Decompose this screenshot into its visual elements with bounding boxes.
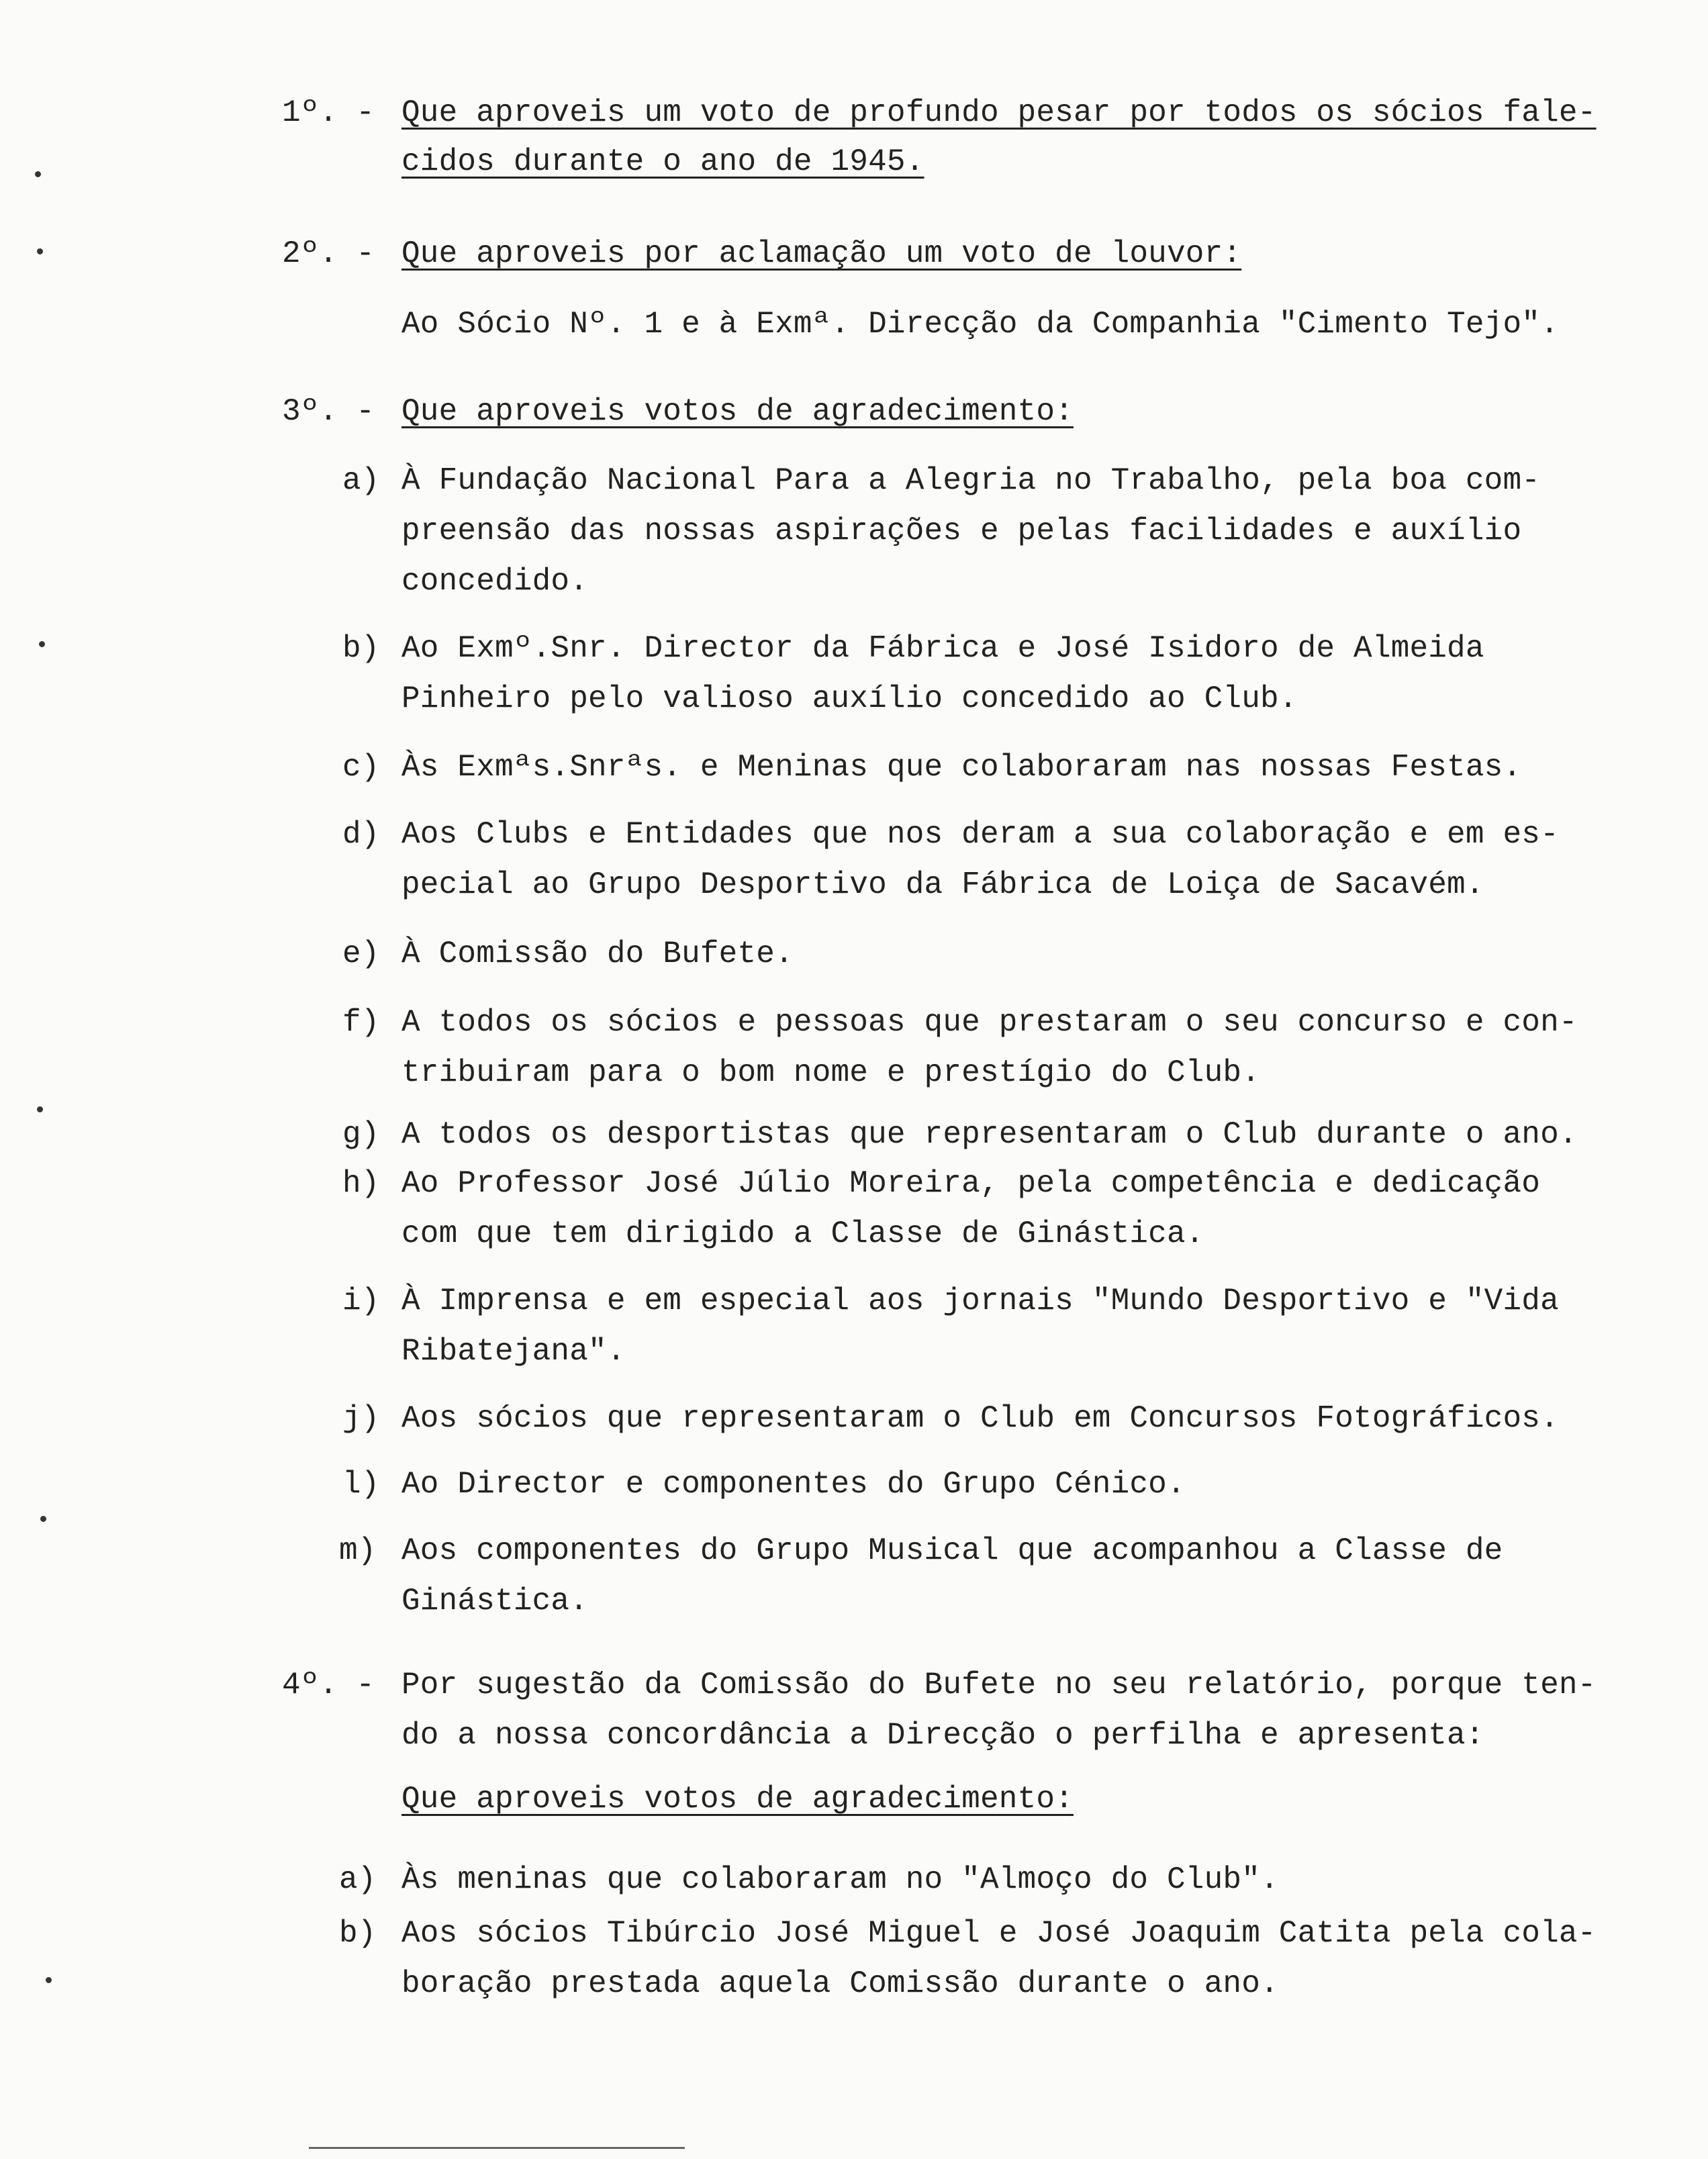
sub3-e-key: e) bbox=[342, 937, 380, 971]
margin-speck bbox=[37, 248, 43, 254]
item-1-number: 1º. - bbox=[282, 95, 375, 130]
sub3-e-line-1: À Comissão do Bufete. bbox=[401, 937, 794, 971]
sub3-h-line-2: com que tem dirigido a Classe de Ginástica. bbox=[401, 1216, 1204, 1251]
sub3-b-line-2: Pinheiro pelo valioso auxílio concedido ao Club. bbox=[401, 681, 1298, 716]
item-2-line-2: Ao Sócio Nº. 1 e à Exmª. Direcção da Companhia "Cimento Tejo". bbox=[401, 307, 1559, 342]
sub3-d-line-2: pecial ao Grupo Desportivo da Fábrica de Loiça de Sacavém. bbox=[401, 867, 1484, 902]
sub3-c-line-1: Às Exmªs.Snrªs. e Meninas que colaboraram nas nossas Festas. bbox=[401, 750, 1522, 785]
margin-speck bbox=[40, 1516, 46, 1522]
sub4-a-key: a) bbox=[339, 1862, 377, 1897]
item-2-number: 2º. - bbox=[282, 236, 375, 271]
item-3-number: 3º. - bbox=[282, 394, 375, 429]
sub3-m-key: m) bbox=[339, 1533, 377, 1568]
sub4-b-line-1: Aos sócios Tibúrcio José Miguel e José Joaquim Catita pela cola- bbox=[401, 1916, 1597, 1951]
sub3-f-line-2: tribuiram para o bom nome e prestígio do Club. bbox=[401, 1055, 1261, 1090]
sub4-a-line-1: Às meninas que colaboraram no "Almoço do Club". bbox=[401, 1862, 1279, 1897]
sub3-l-line-1: Ao Director e componentes do Grupo Cénico. bbox=[401, 1467, 1186, 1502]
sub3-i-line-2: Ribatejana". bbox=[401, 1334, 626, 1369]
sub3-j-line-1: Aos sócios que representaram o Club em Concursos Fotográficos. bbox=[401, 1401, 1559, 1436]
item-1-line-2: cidos durante o ano de 1945. bbox=[401, 144, 924, 179]
sub3-c-key: c) bbox=[342, 750, 380, 785]
sub3-d-line-1: Aos Clubs e Entidades que nos deram a sua colaboração e em es- bbox=[401, 817, 1559, 852]
sub4-b-line-2: boração prestada aquela Comissão durante o ano. bbox=[401, 1966, 1279, 2001]
sub3-i-key: i) bbox=[342, 1284, 380, 1318]
sub3-d-key: d) bbox=[342, 817, 380, 852]
sub3-g-key: g) bbox=[342, 1117, 380, 1152]
sub3-f-key: f) bbox=[342, 1005, 380, 1040]
sub3-b-key: b) bbox=[342, 631, 380, 666]
item-4-number: 4º. - bbox=[282, 1668, 375, 1702]
sub3-a-line-3: concedido. bbox=[401, 564, 589, 599]
bottom-rule bbox=[309, 2147, 685, 2149]
sub3-b-line-1: Ao Exmº.Snr. Director da Fábrica e José Isidoro de Almeida bbox=[401, 631, 1484, 666]
item-3-heading: Que aproveis votos de agradecimento: bbox=[401, 394, 1074, 429]
sub3-m-line-1: Aos componentes do Grupo Musical que acompanhou a Classe de bbox=[401, 1533, 1503, 1568]
item-2-heading: Que aproveis por aclamação um voto de louvor: bbox=[401, 236, 1242, 271]
sub3-l-key: l) bbox=[342, 1467, 380, 1502]
sub3-a-line-1: À Fundação Nacional Para a Alegria no Trabalho, pela boa com- bbox=[401, 463, 1541, 498]
sub3-h-key: h) bbox=[342, 1166, 380, 1201]
margin-speck bbox=[46, 1977, 52, 1983]
item-4-line-2: do a nossa concordância a Direcção o perfilha e apresenta: bbox=[401, 1718, 1484, 1753]
sub3-a-line-2: preensão das nossas aspirações e pelas facilidades e auxílio bbox=[401, 514, 1522, 548]
item-4-line-1: Por sugestão da Comissão do Bufete no seu relatório, porque ten- bbox=[401, 1668, 1597, 1702]
item-4-heading: Que aproveis votos de agradecimento: bbox=[401, 1782, 1074, 1817]
sub3-f-line-1: A todos os sócios e pessoas que prestaram o seu concurso e con- bbox=[401, 1005, 1578, 1040]
sub3-a-key: a) bbox=[342, 463, 380, 498]
sub3-h-line-1: Ao Professor José Júlio Moreira, pela competência e dedicação bbox=[401, 1166, 1541, 1201]
margin-speck bbox=[37, 1106, 43, 1112]
sub3-m-line-2: Ginástica. bbox=[401, 1584, 589, 1619]
item-1-line-1: Que aproveis um voto de profundo pesar por todos os sócios fale- bbox=[401, 95, 1597, 130]
sub3-g-line-1: A todos os desportistas que representaram o Club durante o ano. bbox=[401, 1117, 1578, 1152]
margin-speck bbox=[35, 171, 41, 177]
sub4-b-key: b) bbox=[339, 1916, 377, 1951]
margin-speck bbox=[39, 641, 45, 647]
sub3-j-key: j) bbox=[342, 1401, 380, 1436]
sub3-i-line-1: À Imprensa e em especial aos jornais "Mundo Desportivo e "Vida bbox=[401, 1284, 1559, 1318]
